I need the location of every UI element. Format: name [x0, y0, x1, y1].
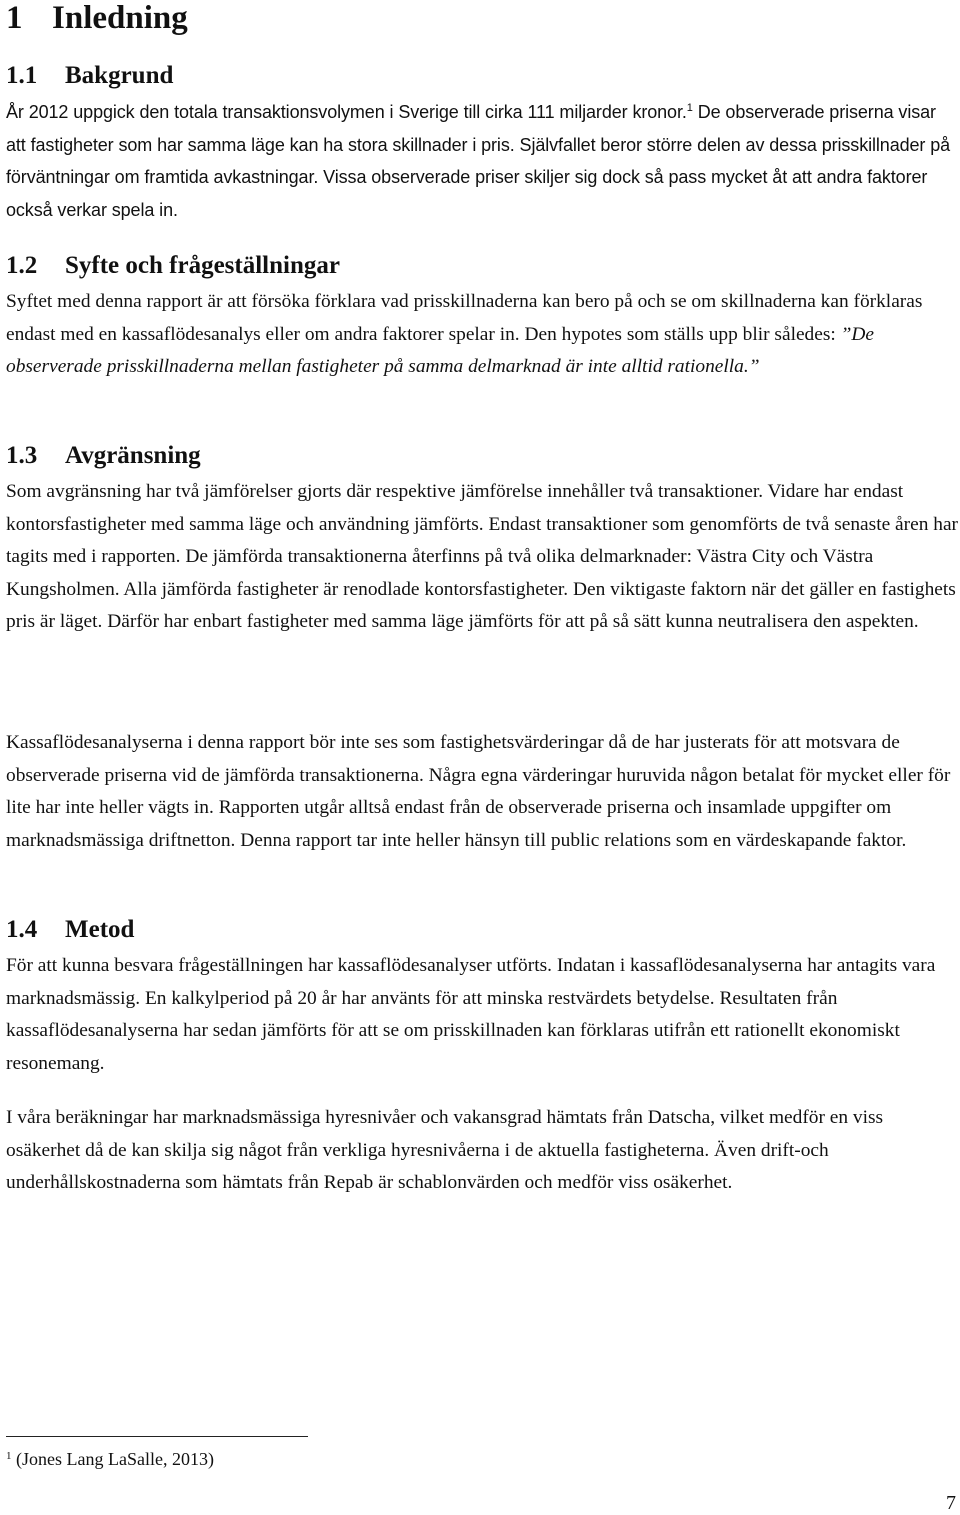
paragraph: För att kunna besvara frågeställningen har kassaflödesanalyser utförts. Indatan i kassaflödesanalyserna har antagits vara marknadsmässig. En kalkylperiod på 20 år har använts för att minska restvärdets betydelse. Resultaten från kassaflödesanalyserna har sedan jämförts för att se om prisskillnaden kan förklaras utifrån ett rationellt ekonomiskt resonemang.: [6, 955, 936, 1074]
paragraph: [6, 286, 958, 384]
section-title: Bakgrund: [65, 62, 174, 89]
paragraph: Kassaflödesanalyserna i denna rapport bör inte ses som fastighetsvärderingar då de har justerats för att motsvara de observerade priserna vid de jämförda transaktionerna. Några egna värderingar huruvida någon betalat för mycket eller för lite har inte heller vägts in. Rapporten utgår alltså endast från de observerade priserna och insamlade uppgifter om marknadsmässiga driftnetton. Denna rapport tar inte heller hänsyn till public relations som en värdeskapande faktor.: [6, 732, 951, 851]
section-title: Avgränsning: [65, 442, 201, 469]
section-body-avgransning-2: [6, 727, 958, 857]
paragraph: I våra beräkningar har marknadsmässiga hyresnivåer och vakansgrad hämtats från Datscha, vilket medför en viss osäkerhet då de kan skilja sig något från verkliga hyresnivåerna i de aktuella fastigheterna. Även drift-och underhållskostnaderna som hämtats från Repab är schablonvärden och medför viss osäkerhet.: [6, 1107, 884, 1194]
hypothesis-quote: ”De observerade prisskillnaderna mellan fastigheter på samma delmarknad är inte alltid rationella.”: [6, 323, 875, 378]
paragraph-text: De observerade priserna visar att fastigheter som har samma läge kan ha stora skillnader i pris. Självfallet beror större delen av dessa prisskillnader på förväntningar om framtida avkastningar. Vissa observerade priser skiljer sig dock så pass mycket åt att andra faktorer också verkar spela in.: [6, 102, 951, 220]
footnote-text: (Jones Lang LaSalle, 2013): [11, 1449, 214, 1469]
section-title: Syfte och frågeställningar: [65, 252, 340, 279]
section-heading-bakgrund: [6, 61, 173, 91]
section-body-bakgrund: [6, 96, 958, 226]
footnote: [6, 1448, 214, 1470]
section-heading-syfte: [6, 251, 340, 281]
footnote-reference[interactable]: 1: [686, 102, 693, 114]
footnote-mark: 1: [6, 1450, 12, 1462]
section-heading-metod: [6, 915, 134, 945]
section-body-avgransning-1: [6, 476, 958, 639]
section-number: 1.3: [6, 442, 38, 469]
paragraph-text: År 2012 uppgick den totala transaktionsvolymen i Sverige till cirka 111 miljarder kronor.: [6, 102, 687, 122]
section-number: 1.1: [6, 62, 38, 89]
chapter-number: 1: [6, 0, 23, 36]
page-number: 7: [946, 1492, 956, 1514]
section-body-metod-2: [6, 1102, 958, 1200]
footnote-separator: [6, 1436, 308, 1437]
chapter-title: Inledning: [52, 0, 188, 36]
paragraph-text: Syftet med denna rapport är att försöka förklara vad prisskillnaderna kan bero på och se om skillnaderna kan förklaras endast med en kassaflödesanalys eller om andra faktorer spelar in. Den hypotes som ställs upp blir således:: [6, 291, 923, 345]
section-title: Metod: [65, 916, 135, 943]
section-heading-avgransning: [6, 441, 201, 471]
section-body-metod-1: [6, 950, 958, 1080]
paragraph: [6, 96, 958, 226]
section-body-syfte: [6, 286, 958, 384]
section-number: 1.4: [6, 916, 38, 943]
paragraph: Som avgränsning har två jämförelser gjorts där respektive jämförelse innehåller två transaktioner. Vidare har endast kontorsfastigheter med samma läge och användning jämförts. Endast transaktioner som genomförts de två senaste åren har tagits med i rapporten. De jämförda transaktionerna återfinns på två olika delmarknader: Västra City och Västra Kungsholmen. Alla jämförda fastigheter är renodlade kontorsfastigheter. Den viktigaste faktorn när det gäller en fastighets pris är läget. Därför har enbart fastigheter med samma läge jämförts för att på så sätt kunna neutralisera den aspekten.: [6, 481, 959, 633]
chapter-heading: [6, 0, 188, 36]
section-number: 1.2: [6, 252, 38, 279]
